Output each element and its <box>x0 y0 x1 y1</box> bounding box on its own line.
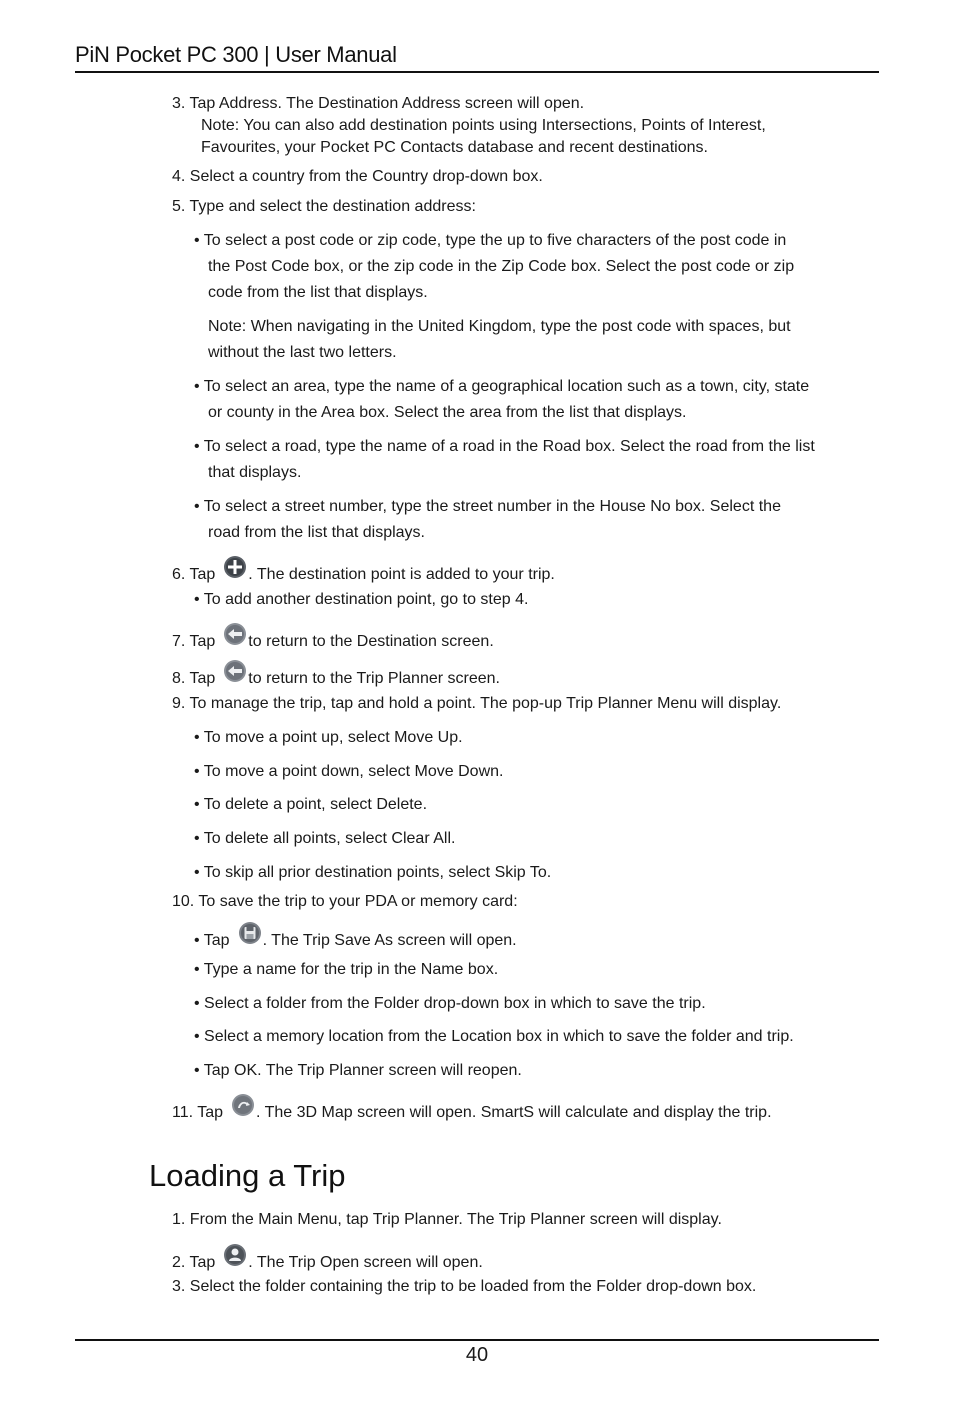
step-3-note-line-2: Favourites, your Pocket PC Contacts database and recent destinations. <box>201 139 708 156</box>
bullet-road-line-2: that displays. <box>208 464 302 481</box>
step-9-move-up: • To move a point up, select Move Up. <box>194 729 463 746</box>
step-9-move-down: • To move a point down, select Move Down. <box>194 763 504 780</box>
step-6-bullet: • To add another destination point, go to step 4. <box>194 591 529 608</box>
step-9: 9. To manage the trip, tap and hold a point. The pop-up Trip Planner Menu will display. <box>172 695 782 712</box>
header-rule <box>75 71 879 73</box>
save-disk-icon <box>238 921 262 945</box>
step-7: 7. Tap to return to the Destination screen. <box>172 627 494 652</box>
uk-note-line-2: without the last two letters. <box>208 344 397 361</box>
step-6: 6. Tap . The destination point is added to your trip. <box>172 560 555 585</box>
step-8: 8. Tap to return to the Trip Planner screen. <box>172 664 500 689</box>
bullet-post-code-line-3: code from the list that displays. <box>208 284 428 301</box>
load-step-3: 3. Select the folder containing the trip to be loaded from the Folder drop-down box. <box>172 1278 757 1295</box>
bullet-area-line-2: or county in the Area box. Select the area from the list that displays. <box>208 404 687 421</box>
open-trip-icon <box>223 1243 247 1267</box>
step-3-note-line-1: Note: You can also add destination points using Intersections, Points of Interest, <box>201 117 766 134</box>
bullet-house-line-2: road from the list that displays. <box>208 524 425 541</box>
back-arrow-icon <box>223 622 247 646</box>
uk-note-line-1: Note: When navigating in the United Kingdom, type the post code with spaces, but <box>208 318 791 335</box>
step-5: 5. Type and select the destination address: <box>172 198 476 215</box>
step-10-folder: • Select a folder from the Folder drop-down box in which to save the trip. <box>194 995 706 1012</box>
step-4: 4. Select a country from the Country drop-down box. <box>172 168 543 185</box>
footer-rule <box>75 1339 879 1341</box>
step-10-tap-save: • Tap . The Trip Save As screen will open. <box>194 926 517 951</box>
step-10-name: • Type a name for the trip in the Name box. <box>194 961 499 978</box>
step-10-ok: • Tap OK. The Trip Planner screen will reopen. <box>194 1062 522 1079</box>
bullet-road-line-1: • To select a road, type the name of a road in the Road box. Select the road from the list <box>194 438 815 455</box>
map-3d-icon <box>231 1093 255 1117</box>
step-11: 11. Tap . The 3D Map screen will open. SmartS will calculate and display the trip. <box>172 1098 772 1123</box>
step-9-skip-to: • To skip all prior destination points, select Skip To. <box>194 864 552 881</box>
step-10: 10. To save the trip to your PDA or memory card: <box>172 893 518 910</box>
step-9-clear-all: • To delete all points, select Clear All. <box>194 830 456 847</box>
load-step-1: 1. From the Main Menu, tap Trip Planner. The Trip Planner screen will display. <box>172 1211 722 1228</box>
step-3: 3. Tap Address. The Destination Address screen will open. <box>172 95 585 112</box>
bullet-post-code-line-1: • To select a post code or zip code, type the up to five characters of the post code in <box>194 232 787 249</box>
add-icon <box>223 555 247 579</box>
step-9-delete: • To delete a point, select Delete. <box>194 796 428 813</box>
header-title: PiN Pocket PC 300 | User Manual <box>75 42 397 67</box>
bullet-post-code-line-2: the Post Code box, or the zip code in the Zip Code box. Select the post code or zip <box>208 258 795 275</box>
page-number: 40 <box>465 1344 489 1366</box>
back-arrow-icon <box>223 659 247 683</box>
load-step-2: 2. Tap . The Trip Open screen will open. <box>172 1248 483 1273</box>
bullet-house-line-1: • To select a street number, type the street number in the House No box. Select the <box>194 498 781 515</box>
section-heading: Loading a Trip <box>149 1158 346 1193</box>
bullet-area-line-1: • To select an area, type the name of a geographical location such as a town, city, state <box>194 378 810 395</box>
step-10-location: • Select a memory location from the Location box in which to save the folder and trip. <box>194 1028 794 1045</box>
